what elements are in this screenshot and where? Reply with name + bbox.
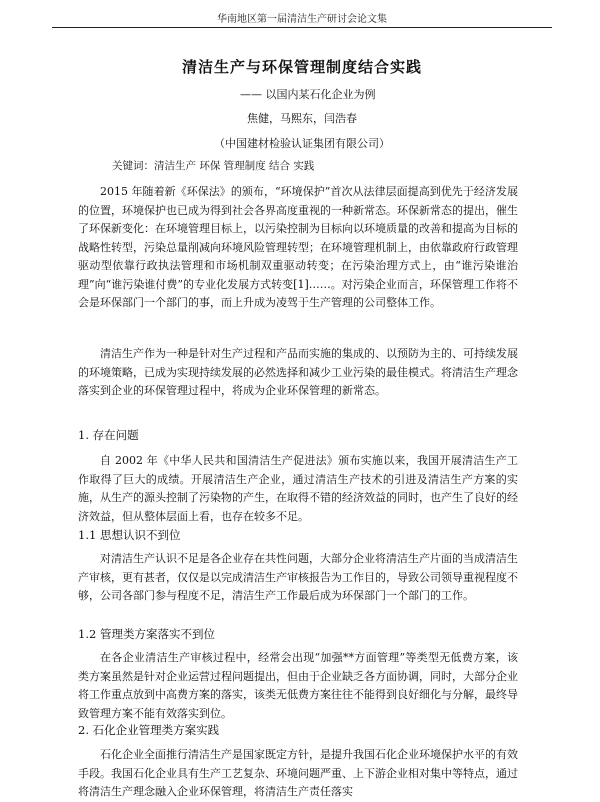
paragraph-section-1: 自 2002 年《中华人民共和国清洁生产促进法》颁布实施以来，我国开展清洁生产工作取得了巨大的成绩。开展清洁生产企业，通过清洁生产技术的引进及清洁生产方案的实施，从生产的源头控制了污染物的产生，在取得不错的经济效益的同时，也产生了良好的经济效益，但从整体层面上看，也存在较多不足。 xyxy=(78,454,518,523)
section-heading-2: 2. 石化企业管理类方案实践 xyxy=(78,723,220,737)
section-heading-1: 1. 存在问题 xyxy=(78,428,139,442)
paragraph-section-1-2: 在各企业清洁生产审核过程中，经常会出现“加强**方面管理”等类型无低费方案，该类方案虽然是针对企业运营过程问题提出，但由于企业缺乏各方面协调，同时，大部分企业将工作重点放到中高费方案的落实，该类无低费方案往往不能得到良好细化与分解，最终导致管理方案不能有效落实到位。 xyxy=(78,651,518,720)
keywords: 关键词：清洁生产 环保 管理制度 结合 实践 xyxy=(112,160,315,172)
header-rule xyxy=(52,27,552,28)
section-heading-1-1: 1.1 思想认识不到位 xyxy=(78,528,181,542)
paper-subtitle: —— 以国内某石化企业为例 xyxy=(240,88,376,101)
paragraph-section-1-1: 对清洁生产认识不足是各企业存在共性问题，大部分企业将清洁生产片面的当成清洁生产审核，更有甚者，仅仅是以完成清洁生产审核报告为工作目的，导致公司领导重视程度不够，公司各部门参与程度不足，清洁生产工作最后成为环保部门一个部门的工作。 xyxy=(78,552,518,602)
section-heading-1-2: 1.2 管理类方案落实不到位 xyxy=(78,627,215,641)
affiliation: （中国建材检验认证集团有限公司） xyxy=(214,137,390,150)
running-header: 华南地区第一届清洁生产研讨会论文集 xyxy=(217,14,387,25)
paragraph-section-2: 石化企业全面推行清洁生产是国家既定方针，是提升我国石化企业环境保护水平的有效手段。我国石化企业具有生产工艺复杂、环境问题严重、上下游企业相对集中等特点，通过将清洁生产理念融入企业环保管理，将清洁生产责任落实 xyxy=(78,748,518,798)
paper-title: 清洁生产与环保管理制度结合实践 xyxy=(181,58,422,76)
paragraph-intro: 2015 年随着新《环保法》的颁布，“环境保护”首次从法律层面提高到优先于经济发展的位置，环境保护也已成为得到社会各界高度重视的一种新常态。环保新常态的提出，催生了环保新变化：在环境管理目标上，以污染控制为目标向以环境质量的改善和提高为目标的战略性转型，污染总量削减向环境风险管理转型；在环境管理机制上，由依靠政府行政管理驱动型依靠行政执法管理和市场机制双重驱动转变；在污染治理方式上，由“谁污染谁治理”向“谁污染谁付费”的专业化发展方式转变[1]……。对污染企业而言，环保管理工作将不会是环保部门一个部门的事，而上升成为凌驾于生产管理的公司整体工作。 xyxy=(78,185,518,309)
paragraph-cleaner-production: 清洁生产作为一种是针对生产过程和产品而实施的集成的、以预防为主的、可持续发展的环境策略，已成为实现持续发展的必然选择和减少工业污染的最佳模式。将清洁生产理念落实到企业的环保管理过程中，将成为企业环保管理的新常态。 xyxy=(78,347,518,397)
author-list: 焦健，马熙东，闫浩春 xyxy=(247,112,357,125)
